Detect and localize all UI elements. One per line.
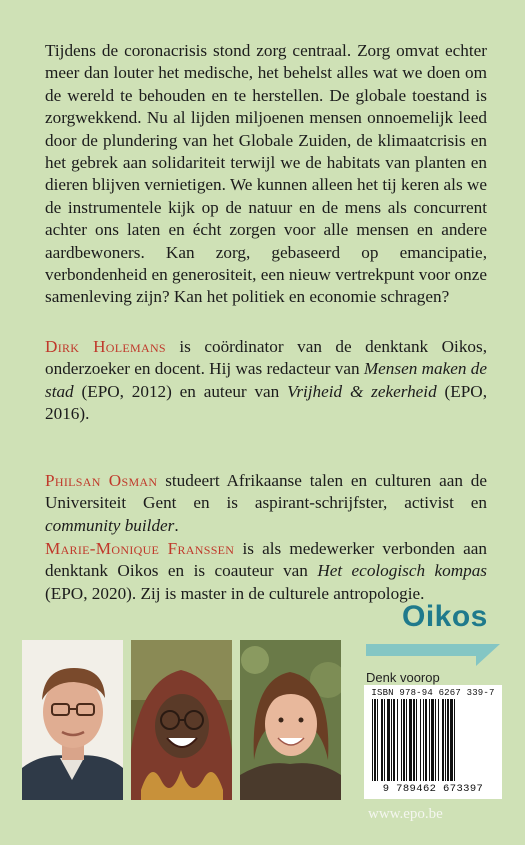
barcode-bar	[409, 699, 412, 781]
barcode-bar	[420, 699, 421, 781]
book-title: Het ecologisch kompas	[317, 561, 487, 581]
author-name: Philsan Osman	[45, 471, 158, 490]
back-cover-blurb: Tijdens de coronacrisis stond zorg centraal. Zorg omvat echter meer dan louter het medische, het behelst alles wat we doen om de wereld te behouden en te herstellen. De globale toestand is zorgwekkend. Nu al lijden miljoenen mensen onnoemelijk leed door de plundering van het Globale Zuiden, de klimaatcrisis en het gebrek aan solidariteit terwijl we de habitats van planten en dieren blijven vernietigen. We kunnen alleen het tij keren als we de instrumentele kijk op de natuur en de mens als concurrent achter ons laten en écht zorgen voor alle mensen en andere aardbewoners. Kan zorg, gebaseerd op emancipatie, verbondenheid en generositeit, een nieuw vertrekpunt voor onze samenleving zijn? Kan het politiek en economie schragen?	[45, 41, 487, 307]
barcode-bar	[447, 699, 449, 781]
barcode-bar	[387, 699, 390, 781]
barcode-bar	[377, 699, 378, 781]
barcode-bar	[442, 699, 444, 781]
barcode-bar	[416, 699, 417, 781]
book-title: Mensen maken de stad	[45, 359, 488, 401]
speech-bubble-icon	[360, 600, 510, 680]
barcode-bar	[435, 699, 436, 781]
barcode-bar	[374, 699, 376, 781]
barcode-bar	[384, 699, 385, 781]
barcode-bar	[438, 699, 439, 781]
isbn-label: ISBN 978-94 6267 339-7	[371, 688, 495, 698]
isbn-barcode	[364, 685, 502, 799]
barcode-bar	[450, 699, 453, 781]
bio-text: (EPO, 2012) en auteur van	[73, 381, 288, 401]
barcode-bar	[391, 699, 392, 781]
barcode-bar	[401, 699, 402, 781]
author-bio-dirk-holemans	[45, 336, 487, 426]
barcode-bar	[425, 699, 427, 781]
publisher-website: www.epo.be	[368, 806, 443, 822]
barcode-bar	[429, 699, 430, 781]
barcode-bar	[381, 699, 383, 781]
bio-text: (EPO, 2016).	[45, 381, 487, 424]
bio-text: .	[174, 515, 179, 535]
barcode-bar	[403, 699, 405, 781]
bio-text: is als medewerker verbonden aan denktank Oikos en is coauteur van	[45, 539, 487, 581]
author-bio-philsan-osman	[45, 470, 487, 537]
author-photo-philsan-osman	[131, 640, 232, 800]
bio-text: studeert Afrikaanse talen en culturen aan de Universiteit Gent en is aspirant-schrijfster, activist en	[45, 471, 487, 513]
barcode-digits: 9 789462 673397	[382, 783, 484, 795]
bio-text: (EPO, 2020). Zij is master in de culturele antropologie.	[45, 583, 425, 603]
barcode-bars	[364, 699, 502, 785]
barcode-bar	[397, 699, 398, 781]
author-bio-marie-monique-franssen	[45, 538, 487, 605]
barcode-bar	[413, 699, 415, 781]
barcode-bar	[423, 699, 424, 781]
bio-text: is coördinator van de denktank Oikos, onderzoeker en docent. Hij was redacteur van	[45, 337, 487, 379]
publisher-name: Oikos	[402, 600, 488, 633]
author-photo-dirk-holemans	[22, 640, 123, 800]
book-title: Vrijheid & zekerheid	[287, 381, 437, 401]
author-name: Marie-Monique Franssen	[45, 539, 235, 558]
publisher-tagline: Denk voorop	[366, 670, 440, 685]
barcode-bar	[393, 699, 395, 781]
barcode-bar	[445, 699, 446, 781]
publisher-logo	[360, 600, 510, 680]
author-name: Dirk Holemans	[45, 337, 166, 356]
role-title: community builder	[45, 515, 175, 535]
barcode-bar	[372, 699, 373, 781]
barcode-bar	[431, 699, 434, 781]
barcode-bar	[406, 699, 407, 781]
author-photo-marie-monique-franssen	[240, 640, 341, 800]
barcode-bar	[454, 699, 455, 781]
